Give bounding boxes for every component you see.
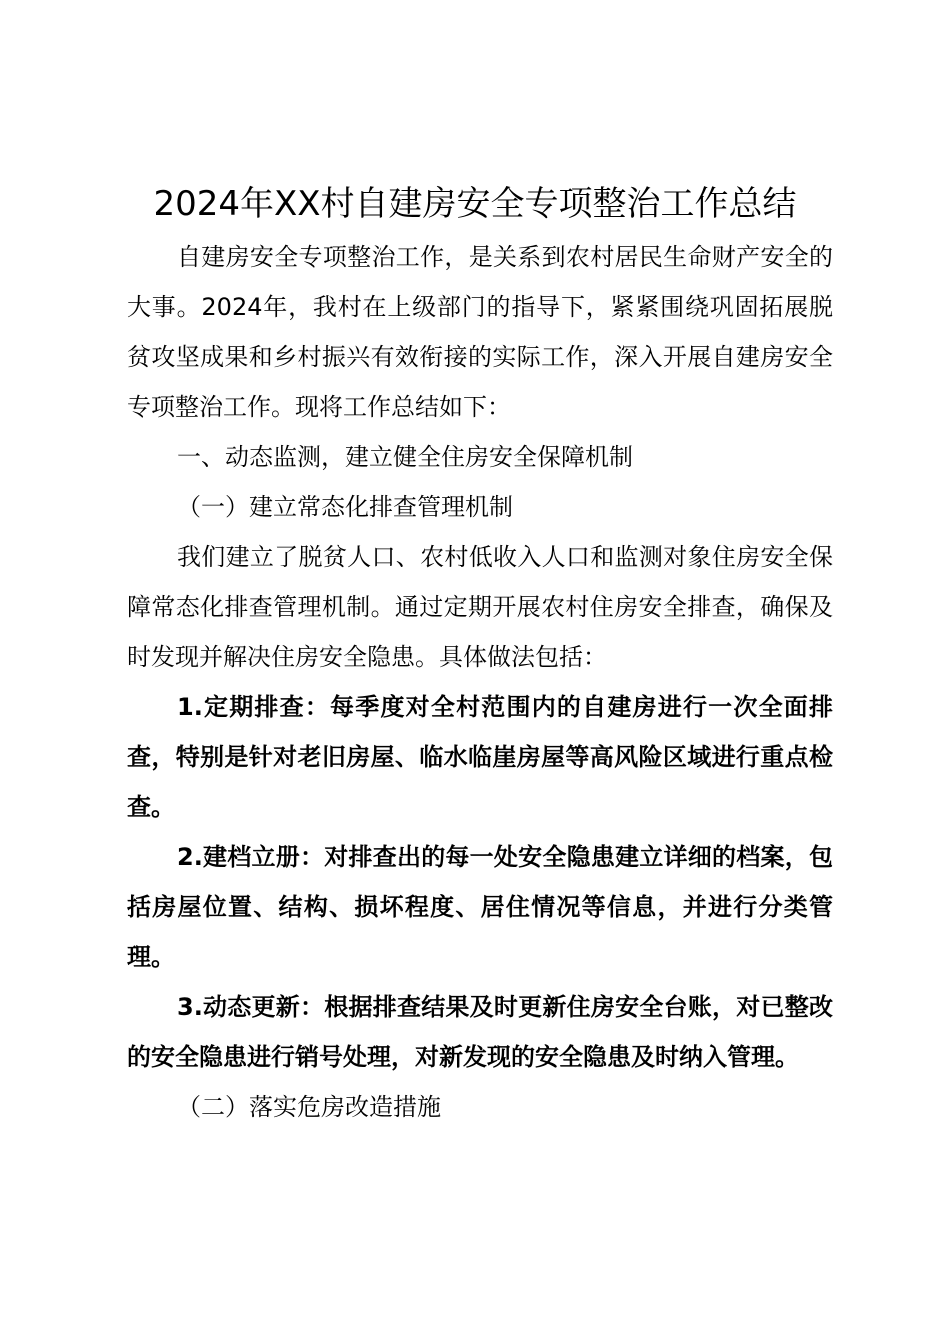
subsection-heading-1: （一）建立常态化排查管理机制 [177, 493, 513, 521]
intro-paragraph: 自建房安全专项整治工作，是关系到农村居民生命财产安全的大事。2024年，我村在上级部门的指导下，紧紧围绕巩固拓展脱贫攻坚成果和乡村振兴有效衔接的实际工作，深入开展自建房安全专项整治工作。现将工作总结如下： [127, 243, 833, 421]
document-title: 2024年XX村自建房安全专项整治工作总结 [153, 184, 797, 224]
list-item-2: 2.建档立册：对排查出的每一处安全隐患建立详细的档案，包括房屋位置、结构、损坏程度、居住情况等信息，并进行分类管理。 [127, 843, 833, 971]
document-body [127, 232, 833, 1132]
list-item-1: 1.定期排查：每季度对全村范围内的自建房进行一次全面排查，特别是针对老旧房屋、临水临崖房屋等高风险区域进行重点检查。 [127, 693, 833, 821]
body-paragraph: 我们建立了脱贫人口、农村低收入人口和监测对象住房安全保障常态化排查管理机制。通过定期开展农村住房安全排查，确保及时发现并解决住房安全隐患。具体做法包括： [127, 543, 833, 671]
list-item-3: 3.动态更新：根据排查结果及时更新住房安全台账，对已整改的安全隐患进行销号处理，对新发现的安全隐患及时纳入管理。 [127, 993, 833, 1071]
subsection-heading-2: （二）落实危房改造措施 [177, 1093, 441, 1121]
section-heading-1: 一、动态监测，建立健全住房安全保障机制 [177, 443, 633, 471]
